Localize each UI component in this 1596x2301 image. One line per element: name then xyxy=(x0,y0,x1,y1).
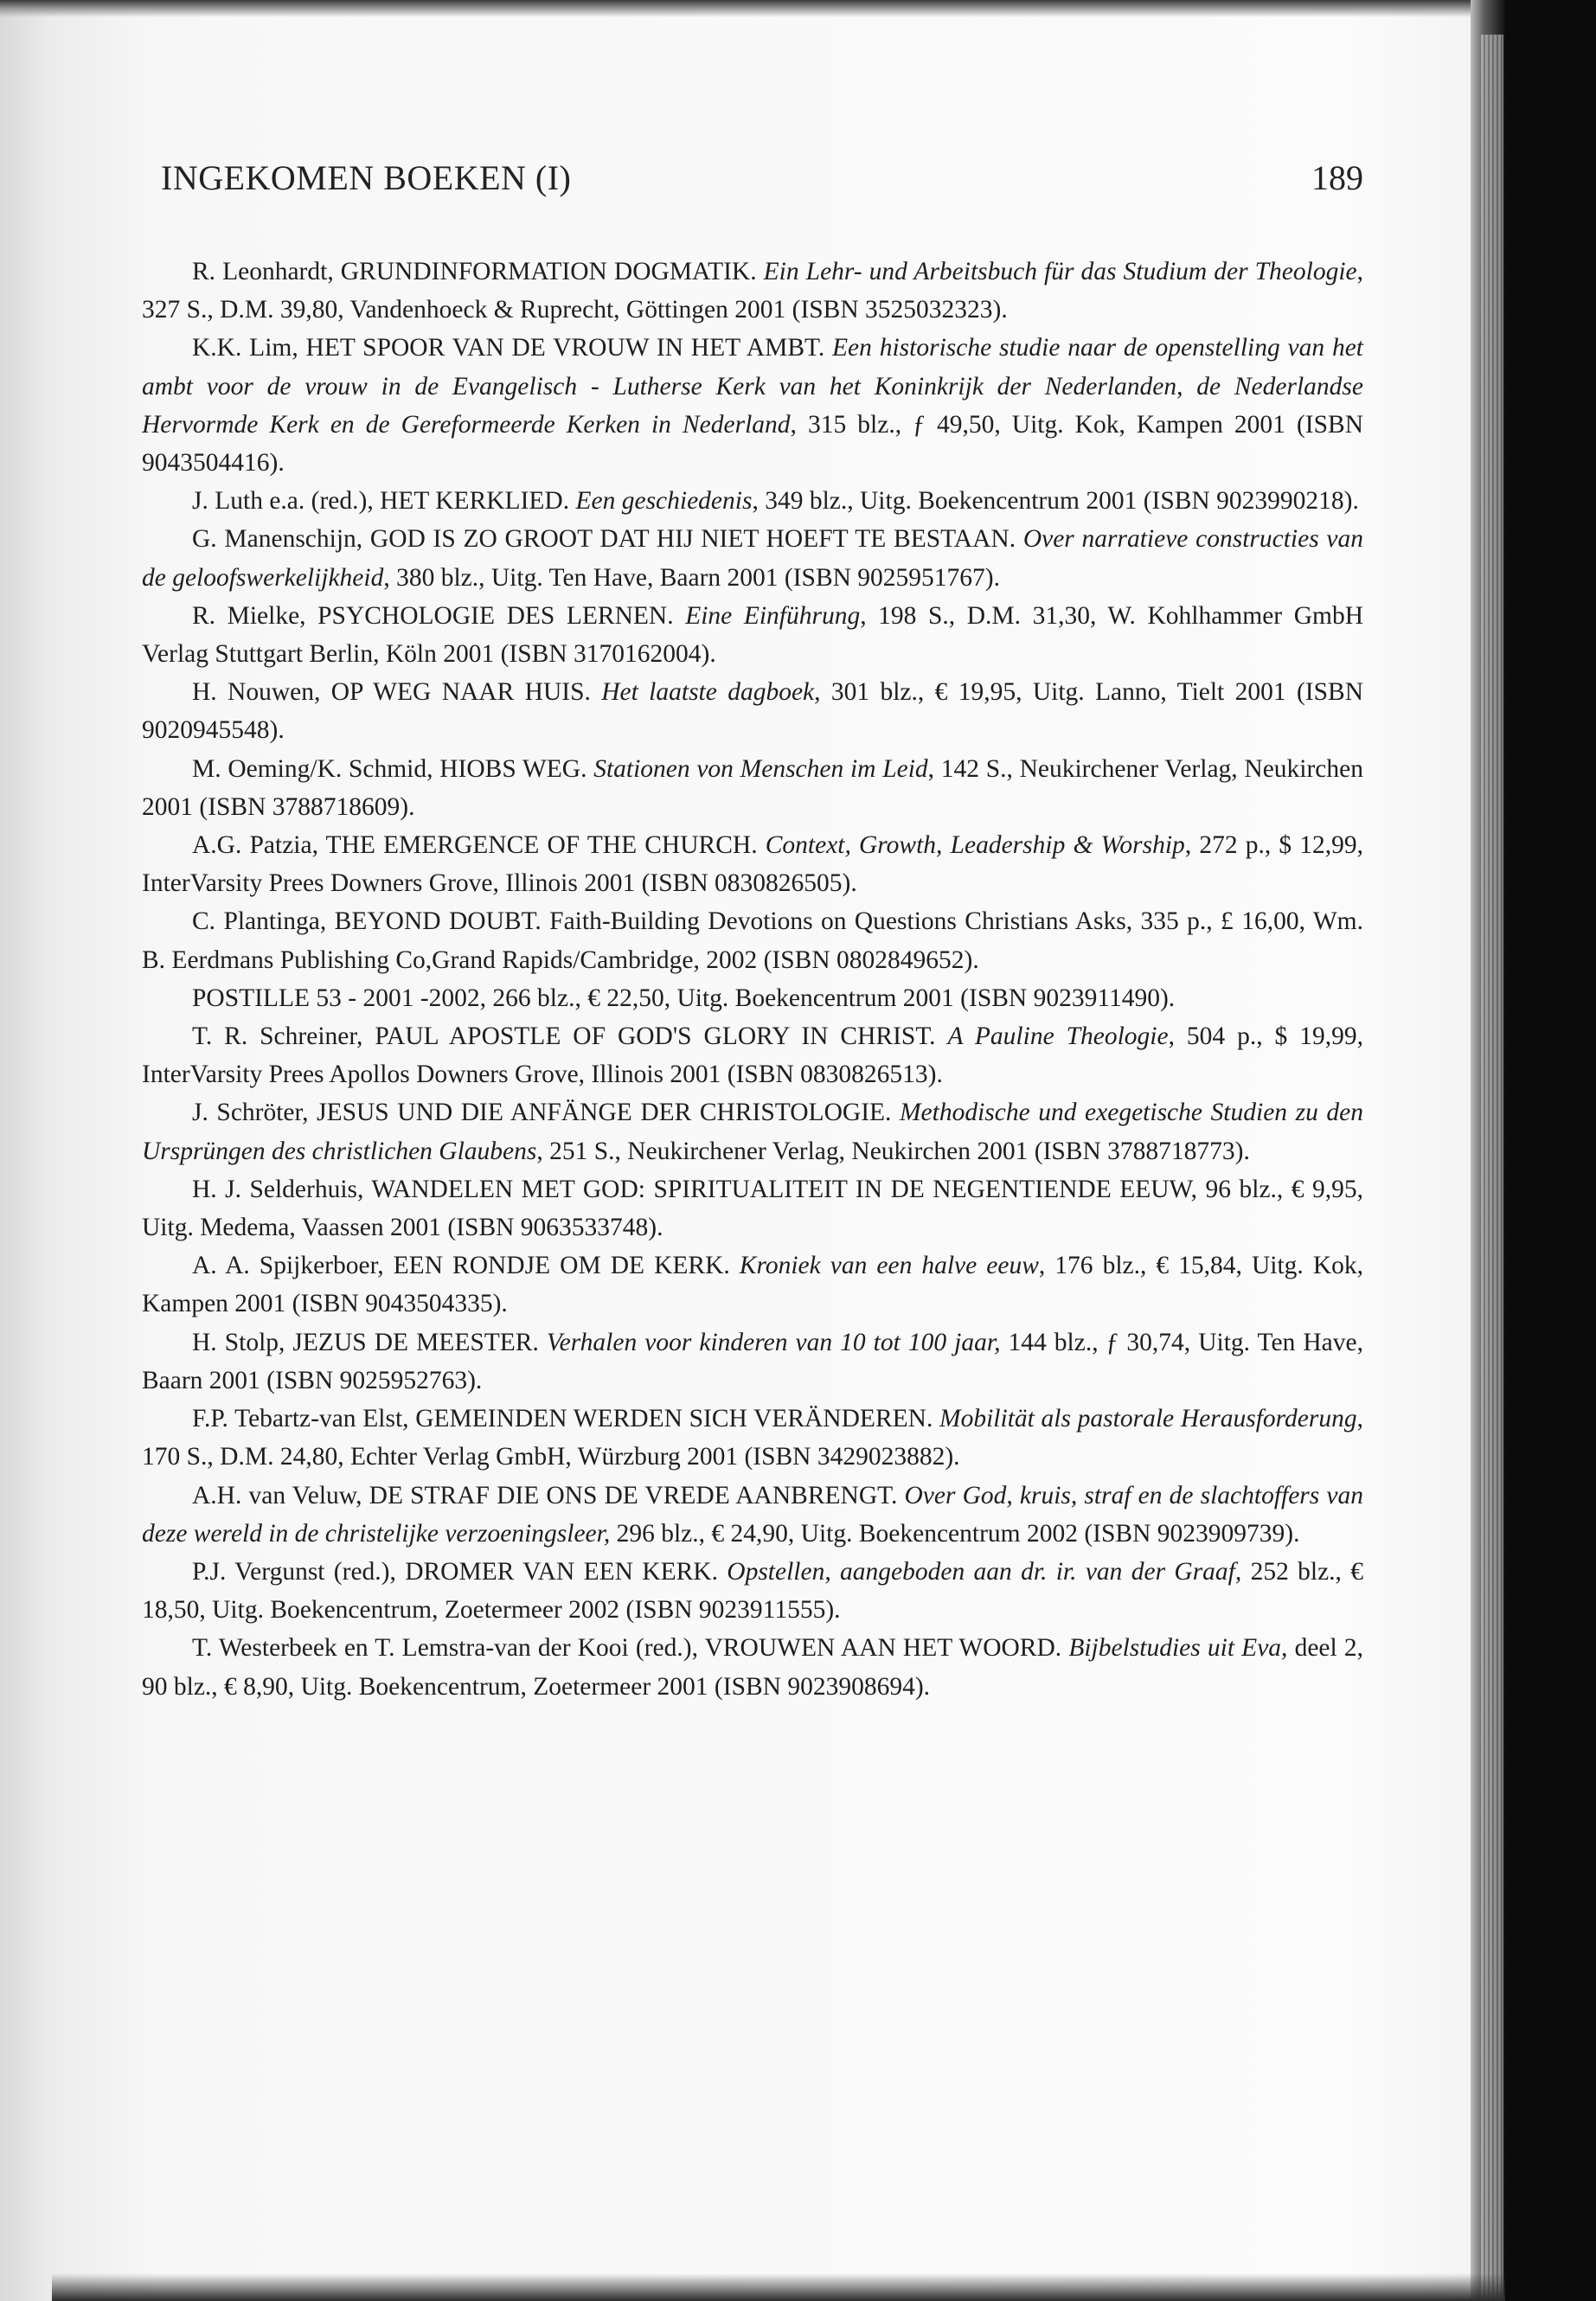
entry-author-title: J. Luth e.a. (red.), HET KERKLIED. xyxy=(192,487,576,516)
entry-author-title: K.K. Lim, HET SPOOR VAN DE VROUW IN HET AMBT. xyxy=(192,334,833,362)
book-entry xyxy=(142,1170,1363,1247)
book-entry xyxy=(142,1553,1363,1629)
book-entry xyxy=(142,1093,1363,1170)
book-entry xyxy=(142,902,1363,978)
entry-subtitle: Een geschiedenis xyxy=(575,487,753,516)
entry-details: , 251 S., Neukirchener Verlag, Neukirchen 2001 (ISBN 3788718773). xyxy=(536,1137,1250,1165)
entry-author-title: T. Westerbeek en T. Lemstra-van der Kooi (red.), VROUWEN AAN HET WOORD. xyxy=(192,1634,1069,1663)
book-list xyxy=(142,253,1363,1706)
scan-bottom-edge xyxy=(52,2273,1505,2301)
book-entry xyxy=(142,1017,1363,1093)
entry-subtitle: Over God, kruis, straf en de slachtoffers van deze wereld in de christelijke verzoeningsleer, xyxy=(142,1481,1363,1548)
book-entry xyxy=(142,750,1363,826)
entry-subtitle: Context, Growth, Leadership & Worship xyxy=(765,831,1185,860)
entry-author-title: H. J. Selderhuis, WANDELEN MET GOD: SPIRITUALITEIT IN DE NEGENTIENDE EEUW, 96 blz., € 9,95, Uitg. Medema, Vaassen 2001 (ISBN 9063533748). xyxy=(142,1175,1363,1242)
entry-details: 252 blz., € 18,50, Uitg. Boekencentrum, Zoetermeer 2002 (ISBN 9023911555). xyxy=(142,1557,1363,1625)
entry-subtitle: Eine Einführung xyxy=(685,601,861,630)
entry-subtitle: Stationen von Menschen im Leid xyxy=(593,754,928,783)
entry-details: , 176 blz., € 15,84, Uitg. Kok, Kampen 2001 (ISBN 9043504335). xyxy=(142,1252,1363,1318)
entry-details: , 170 S., D.M. 24,80, Echter Verlag GmbH, Würzburg 2001 (ISBN 3429023882). xyxy=(142,1405,1363,1471)
entry-author-title: A. A. Spijkerboer, EEN RONDJE OM DE KERK. xyxy=(192,1252,740,1280)
entry-details: , 349 blz., Uitg. Boekencentrum 2001 (ISBN 9023990218). xyxy=(752,487,1359,516)
entry-author-title: H. Nouwen, OP WEG NAAR HUIS. xyxy=(192,678,602,707)
entry-author-title: F.P. Tebartz-van Elst, GEMEINDEN WERDEN SICH VERÄNDEREN. xyxy=(192,1405,940,1433)
entry-subtitle: Ein Lehr- und Arbeitsbuch für das Studium der Theologie xyxy=(763,258,1357,285)
book-entry xyxy=(142,979,1363,1017)
entry-author-title: H. Stolp, JEZUS DE MEESTER. xyxy=(192,1328,547,1356)
entry-details: , 198 S., D.M. 31,30, W. Kohlhammer GmbH Verlag Stuttgart Berlin, Köln 2001 (ISBN 3170162004). xyxy=(142,601,1363,669)
entry-author-title: M. Oeming/K. Schmid, HIOBS WEG. xyxy=(192,754,594,783)
running-title: INGEKOMEN BOEKEN (I) xyxy=(161,158,572,197)
entry-details: 296 blz., € 24,90, Uitg. Boekencentrum 2002 (ISBN 9023909739). xyxy=(610,1519,1300,1548)
entry-subtitle: Mobilität als pastorale Herausforderung xyxy=(939,1405,1357,1433)
page-stack-edges xyxy=(1481,35,1503,2301)
entry-author-title: T. R. Schreiner, PAUL APOSTLE OF GOD'S GLORY IN CHRIST. xyxy=(192,1022,948,1051)
entry-author-title: G. Manenschijn, GOD IS ZO GROOT DAT HIJ NIET HOEFT TE BESTAAN. xyxy=(192,525,1023,554)
book-entry xyxy=(142,1247,1363,1323)
entry-subtitle: Over narratieve constructies van de geloofswerkelijkheid xyxy=(142,525,1363,592)
entry-subtitle: Opstellen, aangeboden aan dr. ir. van der Graaf, xyxy=(727,1557,1242,1586)
entry-author-title: R. Mielke, PSYCHOLOGIE DES LERNEN. xyxy=(192,601,686,630)
entry-author-title: R. Leonhardt, GRUNDINFORMATION DOGMATIK. xyxy=(192,258,764,285)
entry-details: 144 blz., ƒ 30,74, Uitg. Ten Have, Baarn 2001 (ISBN 9025952763). xyxy=(142,1328,1363,1394)
book-entry xyxy=(142,826,1363,902)
entry-details: , 142 S., Neukirchener Verlag, Neukirchen 2001 (ISBN 3788718609). xyxy=(142,754,1363,821)
entry-subtitle: A Pauline Theologie xyxy=(947,1022,1169,1051)
book-entry xyxy=(142,1477,1363,1553)
entry-author-title: P.J. Vergunst (red.), DROMER VAN EEN KERK. xyxy=(192,1557,727,1586)
book-entry xyxy=(142,1324,1363,1400)
running-header xyxy=(161,157,1363,209)
entry-details: , 380 blz., Uitg. Ten Have, Baarn 2001 (ISBN 9025951767). xyxy=(383,563,1001,592)
entry-details: , 272 p., $ 12,99, InterVarsity Prees Downers Grove, Illinois 2001 (ISBN 0830826505). xyxy=(142,831,1363,898)
entry-details: , 327 S., D.M. 39,80, Vandenhoeck & Ruprecht, Göttingen 2001 (ISBN 3525032323). xyxy=(142,258,1363,324)
entry-author-title: C. Plantinga, BEYOND DOUBT. Faith-Building Devotions on Questions Christians Asks, 335 p., £ 16,00, Wm. B. Eerdmans Publishing Co,Grand Rapids/Cambridge, 2002 (ISBN 0802849652). xyxy=(142,907,1363,974)
entry-author-title: A.H. van Veluw, DE STRAF DIE ONS DE VREDE AANBRENGT. xyxy=(192,1481,905,1509)
book-entry xyxy=(142,673,1363,749)
book-entry xyxy=(142,520,1363,596)
entry-author-title: A.G. Patzia, THE EMERGENCE OF THE CHURCH. xyxy=(192,831,766,860)
book-entry xyxy=(142,482,1363,520)
entry-author-title: POSTILLE 53 - 2001 -2002, 266 blz., € 22,50, Uitg. Boekencentrum 2001 (ISBN 9023911490). xyxy=(192,984,1176,1012)
page-number: 189 xyxy=(1311,158,1363,197)
book-entry xyxy=(142,329,1363,482)
entry-details: , 504 p., $ 19,99, InterVarsity Prees Apollos Downers Grove, Illinois 2001 (ISBN 0830826513). xyxy=(142,1022,1363,1089)
entry-subtitle: Kroniek van een halve eeuw xyxy=(739,1252,1039,1280)
scan-top-edge xyxy=(0,0,1596,17)
entry-subtitle: Bijbelstudies uit Eva, xyxy=(1068,1634,1288,1663)
book-entry xyxy=(142,1629,1363,1705)
entry-author-title: J. Schröter, JESUS UND DIE ANFÄNGE DER CHRISTOLOGIE. xyxy=(192,1099,900,1127)
entry-subtitle: Een historische studie naar de openstelling van het ambt voor de vrouw in de Evangelisch - Lutherse Kerk van het Koninkrijk der Nederlanden, de Nederlandse Hervormde Kerk en de Gereformeerde Kerken in Nederland xyxy=(142,334,1363,439)
book-entry xyxy=(142,1400,1363,1476)
entry-details: deel 2, 90 blz., € 8,90, Uitg. Boekencentrum, Zoetermeer 2001 (ISBN 9023908694). xyxy=(142,1634,1363,1701)
book-entry xyxy=(142,253,1363,329)
entry-subtitle: Het laatste dagboek xyxy=(601,678,815,707)
book-entry xyxy=(142,597,1363,673)
entry-details: , 315 blz., ƒ 49,50, Uitg. Kok, Kampen 2001 (ISBN 9043504416). xyxy=(142,410,1363,478)
book-binding xyxy=(1505,0,1596,2301)
entry-subtitle: Methodische und exegetische Studien zu den Ursprüngen des christlichen Glaubens xyxy=(142,1099,1363,1165)
entry-details: , 301 blz., € 19,95, Uitg. Lanno, Tielt 2001 (ISBN 9020945548). xyxy=(142,678,1364,745)
entry-subtitle: Verhalen voor kinderen van 10 tot 100 jaar, xyxy=(546,1328,1001,1356)
